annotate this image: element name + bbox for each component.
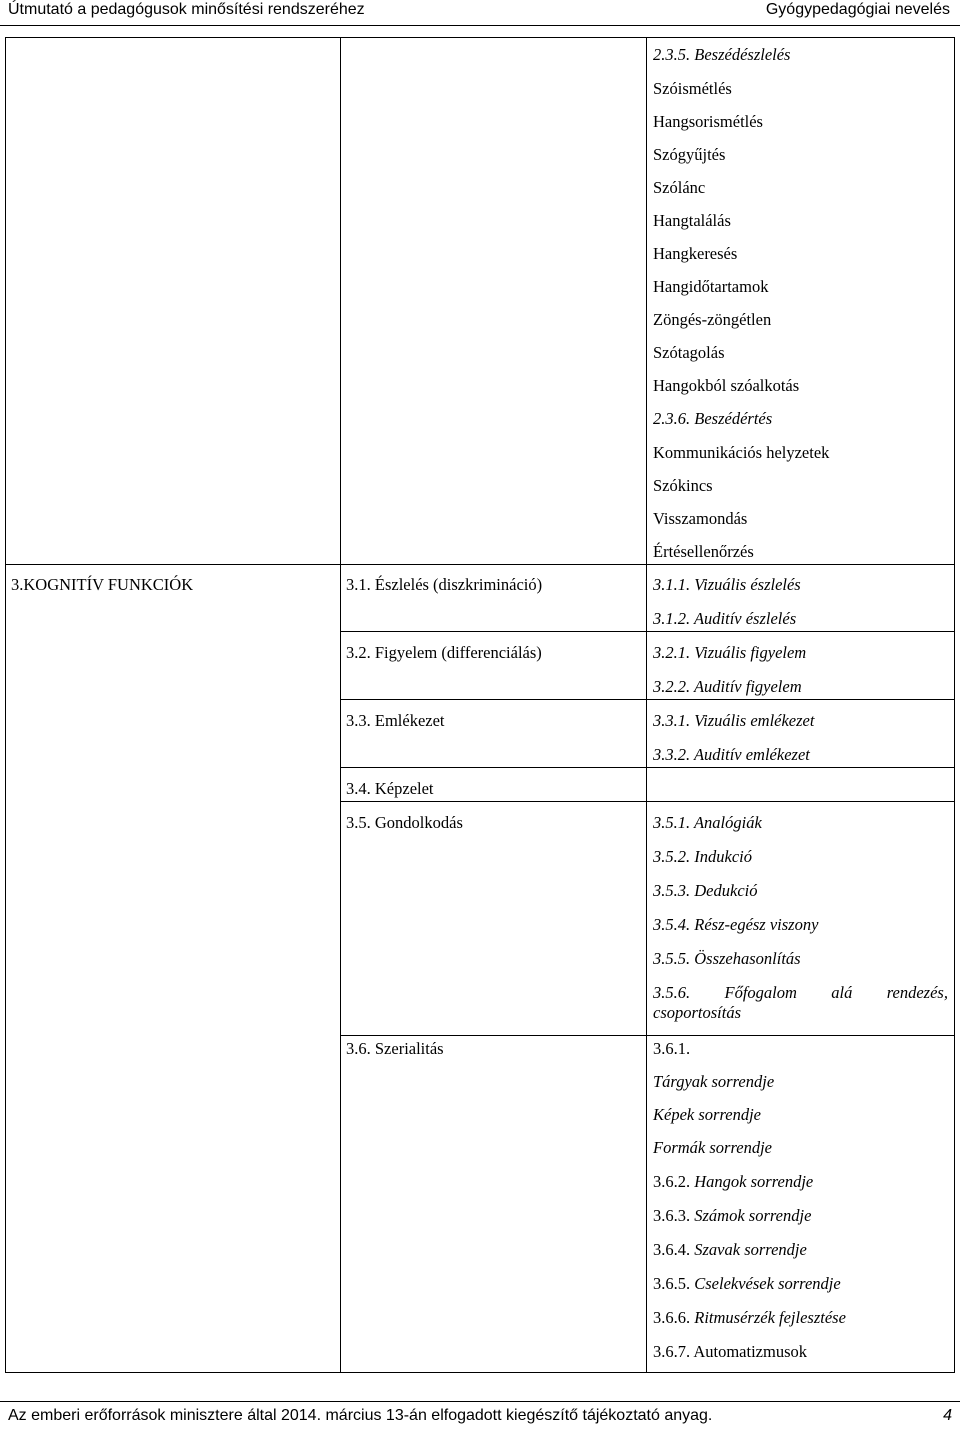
row-border xyxy=(340,801,955,802)
list-item xyxy=(653,1274,841,1294)
list-item: Szóismétlés xyxy=(653,79,732,98)
item-number: 3.6.2. xyxy=(653,1172,695,1191)
list-item: Szólánc xyxy=(653,178,706,197)
column-divider xyxy=(646,38,647,1372)
row-border xyxy=(340,699,955,700)
list-item: 3.1.1. Vizuális észlelés xyxy=(653,575,801,594)
list-item: 3.5.4. Rész-egész viszony xyxy=(653,915,819,934)
list-item: 3.2.1. Vizuális figyelem xyxy=(653,643,807,662)
list-item xyxy=(653,1206,811,1226)
item-number: 3.6.3. xyxy=(653,1206,695,1225)
list-item: Tárgyak sorrendje xyxy=(653,1072,775,1091)
list-item: 3.5.5. Összehasonlítás xyxy=(653,949,801,968)
list-item: Formák sorrendje xyxy=(653,1138,772,1157)
list-item: Hangtalálás xyxy=(653,211,731,230)
list-item: 3.5.1. Analógiák xyxy=(653,813,762,832)
list-item: 3.3.1. Vizuális emlékezet xyxy=(653,711,815,730)
list-item: 3.5.2. Indukció xyxy=(653,847,752,866)
list-item: Hangokból szóalkotás xyxy=(653,376,800,395)
subsection-label: 3.1. Észlelés (diszkrimináció) xyxy=(346,575,543,594)
item-text: Szavak sorrendje xyxy=(694,1240,807,1259)
list-item: Hangkeresés xyxy=(653,244,738,263)
list-item: 3.6.1. xyxy=(653,1039,691,1058)
content-table xyxy=(5,37,955,1373)
column-divider xyxy=(340,38,341,1372)
justified-item xyxy=(653,983,948,1023)
subsection-label: 3.3. Emlékezet xyxy=(346,711,445,730)
item-word: alá xyxy=(831,983,853,1002)
section-title: 3.KOGNITÍV FUNKCIÓK xyxy=(11,575,194,594)
list-item: Értésellenőrzés xyxy=(653,542,754,561)
item-word: csoportosítás xyxy=(653,1003,742,1022)
row-border xyxy=(340,631,955,632)
item-number: 3.6.4. xyxy=(653,1240,695,1259)
page-number: 4 xyxy=(943,1407,952,1424)
item-text: Hangok sorrendje xyxy=(694,1172,814,1191)
footer-rule xyxy=(0,1401,960,1402)
list-item xyxy=(653,1342,807,1362)
list-item: 3.3.2. Auditív emlékezet xyxy=(653,745,810,764)
item-number: 3.5.6. xyxy=(653,983,691,1002)
item-text: Számok sorrendje xyxy=(694,1206,812,1225)
list-item: 3.5.3. Dedukció xyxy=(653,881,758,900)
list-item xyxy=(653,1172,813,1192)
subsection-label: 3.6. Szerialitás xyxy=(346,1039,444,1058)
list-item xyxy=(653,1240,807,1260)
footer-text: Az emberi erőforrások minisztere által 2014. március 13-án elfogadott kiegészítő tájékoztató anyag. xyxy=(8,1407,713,1424)
item-number: 3.6.7. xyxy=(653,1342,694,1361)
list-item: Kommunikációs helyzetek xyxy=(653,443,830,462)
list-item xyxy=(653,1308,846,1328)
list-item: Szógyűjtés xyxy=(653,145,726,164)
row-border xyxy=(340,767,955,768)
list-item: Hangidőtartamok xyxy=(653,277,769,296)
item-word: rendezés, xyxy=(886,983,948,1002)
item-heading: 2.3.6. Beszédértés xyxy=(653,409,773,428)
list-item: Visszamondás xyxy=(653,509,748,528)
section-border xyxy=(6,564,955,565)
row-border xyxy=(340,1035,955,1036)
page-header xyxy=(0,0,960,34)
subsection-label: 3.2. Figyelem (differenciálás) xyxy=(346,643,542,662)
list-item: Hangsorismétlés xyxy=(653,112,763,131)
item-text: Ritmusérzék fejlesztése xyxy=(694,1308,846,1327)
list-item: 3.1.2. Auditív észlelés xyxy=(653,609,797,628)
header-section: Gyógypedagógiai nevelés xyxy=(765,1,950,18)
list-item: Képek sorrendje xyxy=(653,1105,761,1124)
header-rule xyxy=(0,25,960,26)
item-number: 3.6.6. xyxy=(653,1308,695,1327)
page-footer xyxy=(8,1407,952,1425)
header-title: Útmutató a pedagógusok minősítési rendszeréhez xyxy=(8,1,365,18)
list-item: Szókincs xyxy=(653,476,713,495)
subsection-label: 3.5. Gondolkodás xyxy=(346,813,463,832)
subsection-label: 3.4. Képzelet xyxy=(346,779,434,798)
item-text: Automatizmusok xyxy=(693,1342,807,1361)
list-item: 3.2.2. Auditív figyelem xyxy=(653,677,802,696)
item-word: Főfogalom xyxy=(724,983,797,1002)
item-number: 3.6.5. xyxy=(653,1274,695,1293)
item-text: Cselekvések sorrendje xyxy=(694,1274,841,1293)
list-item: Szótagolás xyxy=(653,343,725,362)
list-item: Zöngés-zöngétlen xyxy=(653,310,772,329)
item-heading: 2.3.5. Beszédészlelés xyxy=(653,45,791,64)
